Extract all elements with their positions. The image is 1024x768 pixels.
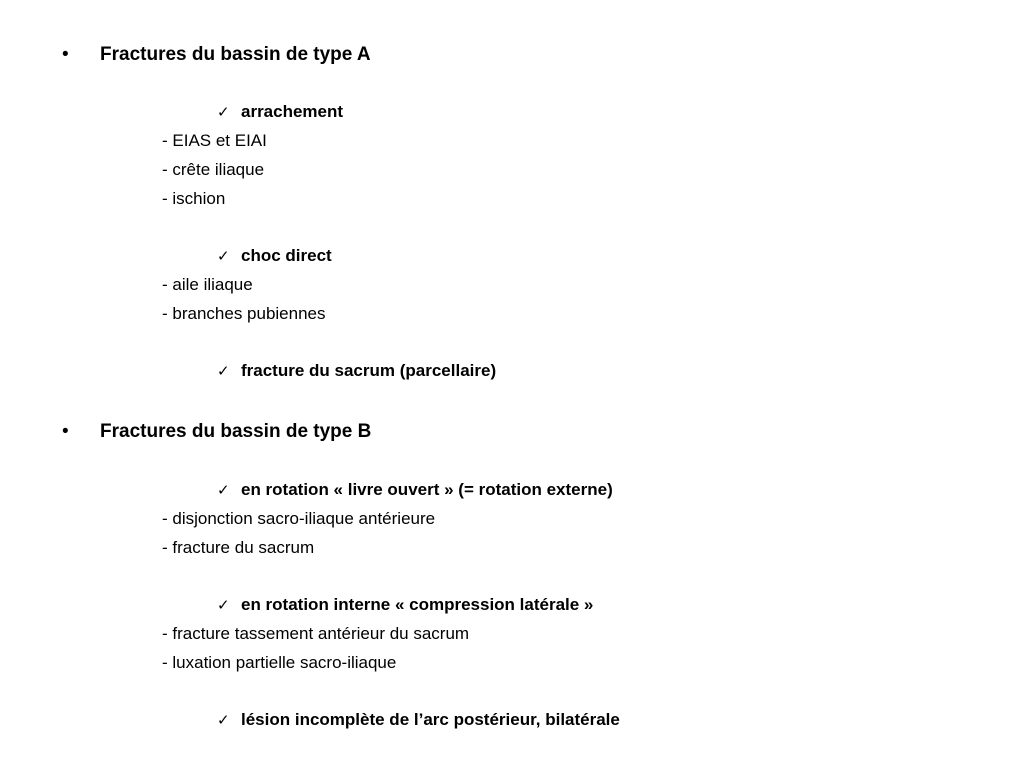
list-item: - ischion [162,189,226,208]
bullet-dot-icon: • [62,421,69,442]
checkmark-icon: ✓ [217,363,230,380]
section-b-heading: Fractures du bassin de type B [100,421,372,442]
list-item: - luxation partielle sacro-iliaque [162,653,397,672]
bullet-dot-icon: • [62,44,69,65]
list-item: - fracture du sacrum [162,538,315,557]
checkmark-icon: ✓ [217,712,230,729]
list-item: - aile iliaque [162,275,253,294]
group-a3 [217,362,496,379]
group-a2 [217,247,332,264]
list-item: - crête iliaque [162,160,265,179]
group-b3-title: lésion incomplète de l’arc postérieur, bilatérale [241,710,620,729]
checkmark-icon: ✓ [217,104,230,121]
group-a1 [217,103,343,120]
group-b1-title: en rotation « livre ouvert » (= rotation externe) [241,480,613,499]
list-item: - disjonction sacro-iliaque antérieure [162,509,436,528]
group-a2-title: choc direct [241,246,332,265]
group-b2-title: en rotation interne « compression latérale » [241,595,594,614]
group-b1 [217,481,613,498]
list-item: - branches pubiennes [162,304,326,323]
group-a1-title: arrachement [241,102,344,121]
list-item: - fracture tassement antérieur du sacrum [162,624,470,643]
group-b3 [217,711,620,728]
group-b2 [217,596,593,613]
list-item: - EIAS et EIAI [162,131,267,150]
checkmark-icon: ✓ [217,482,230,499]
checkmark-icon: ✓ [217,597,230,614]
group-a3-title: fracture du sacrum (parcellaire) [241,361,497,380]
section-a-heading: Fractures du bassin de type A [100,44,371,65]
checkmark-icon: ✓ [217,248,230,265]
